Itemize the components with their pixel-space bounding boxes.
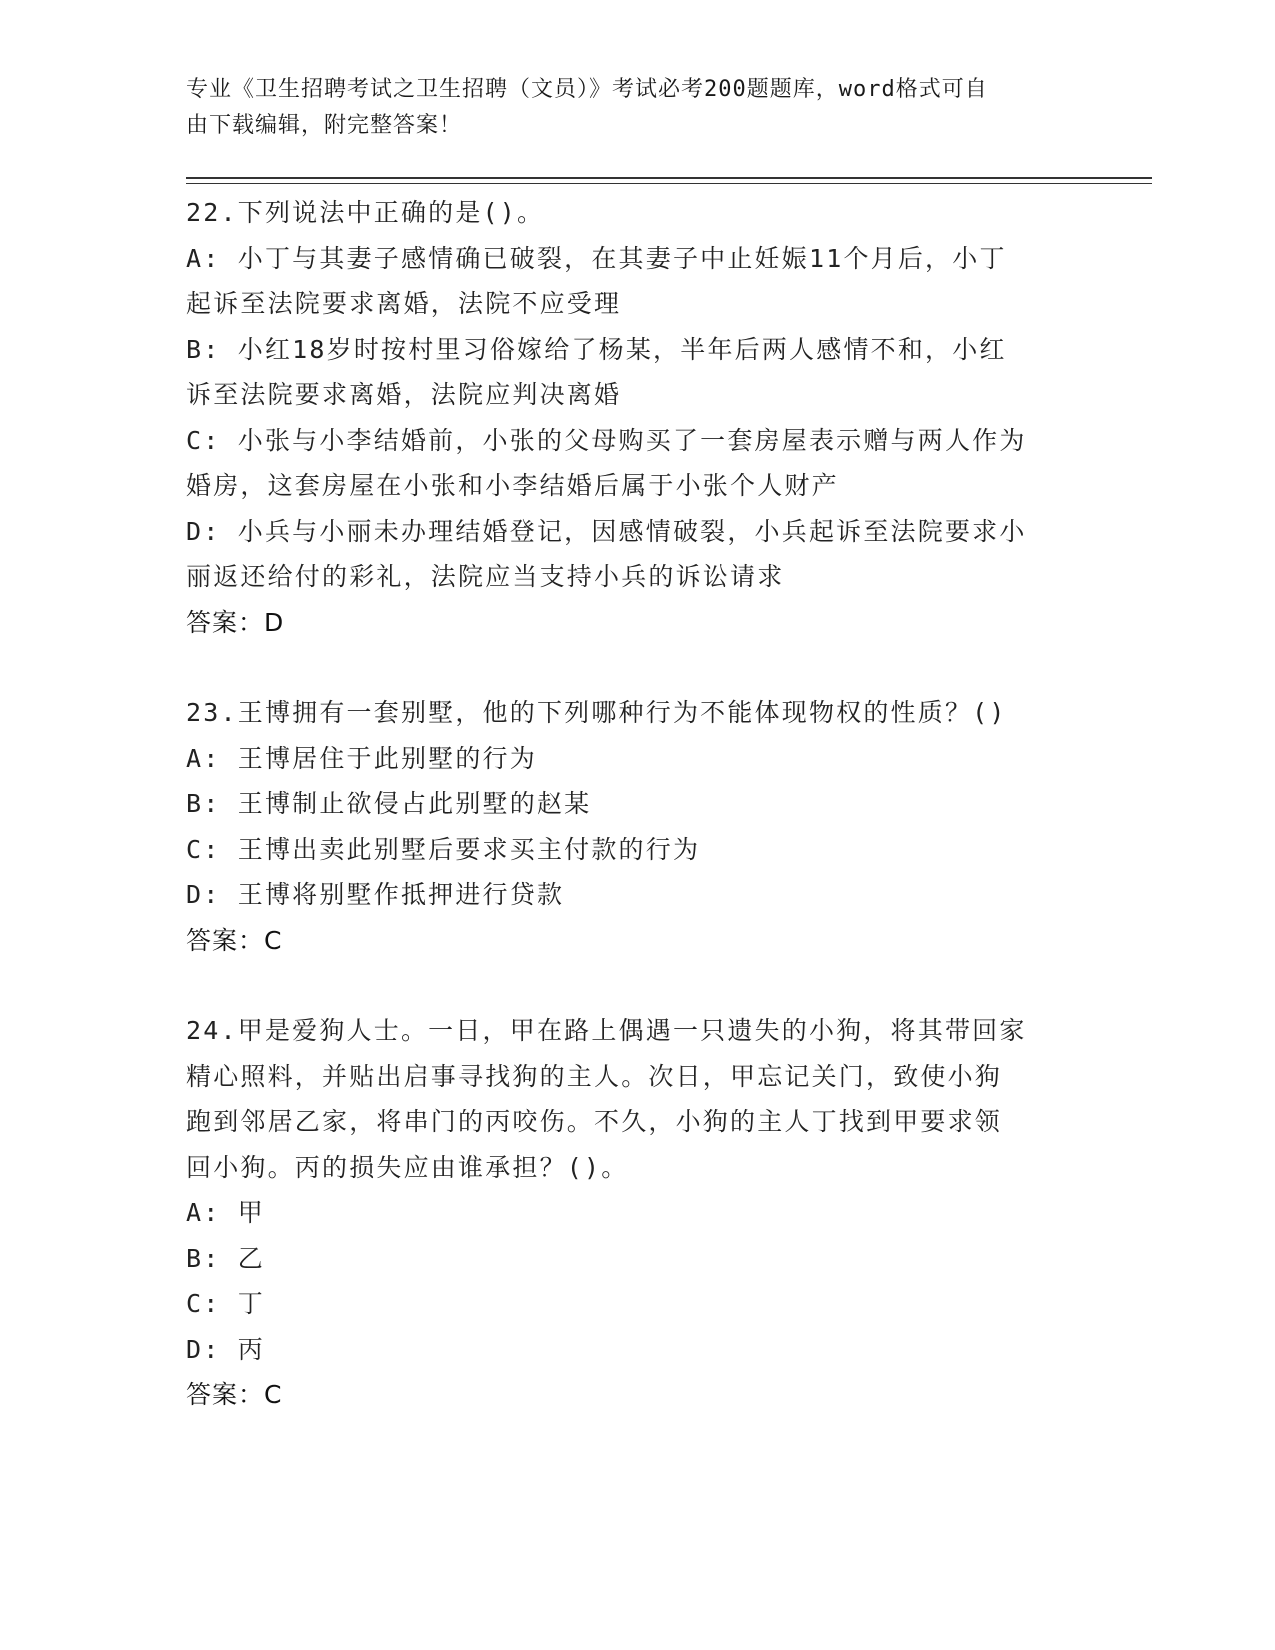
question-24-option-d: D: 丙 bbox=[186, 1334, 265, 1364]
question-24 bbox=[186, 1008, 1076, 1418]
question-22-option-a: A: 小丁与其妻子感情确已破裂，在其妻子中止妊娠11个月后，小丁 bbox=[186, 243, 1007, 273]
question-23-option-a: A: 王博居住于此别墅的行为 bbox=[186, 743, 537, 773]
question-22 bbox=[186, 190, 1076, 645]
question-22-option-d-cont: 丽返还给付的彩礼，法院应当支持小兵的诉讼请求 bbox=[186, 562, 785, 591]
question-spacer bbox=[186, 645, 1076, 690]
question-22-stem: 22.下列说法中正确的是()。 bbox=[186, 198, 545, 227]
question-24-stem-cont-1: 精心照料，并贴出启事寻找狗的主人。次日，甲忘记关门，致使小狗 bbox=[186, 1061, 1003, 1091]
question-23-option-b: B: 王博制止欲侵占此别墅的赵某 bbox=[186, 789, 592, 818]
question-22-option-c-cont: 婚房，这套房屋在小张和小李结婚后属于小张个人财产 bbox=[186, 471, 839, 500]
question-22-option-d: D: 小兵与小丽未办理结婚登记，因感情破裂，小兵起诉至法院要求小 bbox=[186, 516, 1027, 546]
question-23-stem: 23.王博拥有一套别墅，他的下列哪种行为不能体现物权的性质？() bbox=[186, 698, 1007, 727]
question-23-option-c: C: 王博出卖此别墅后要求买主付款的行为 bbox=[186, 834, 701, 864]
question-24-option-c: C: 丁 bbox=[186, 1289, 265, 1318]
question-spacer bbox=[186, 963, 1076, 1008]
question-24-stem-cont-2: 跑到邻居乙家，将串门的丙咬伤。不久，小狗的主人丁找到甲要求领 bbox=[186, 1107, 1003, 1136]
question-22-option-a-cont: 起诉至法院要求离婚，法院不应受理 bbox=[186, 289, 622, 318]
header-divider-thick bbox=[186, 177, 1152, 179]
question-24-answer: 答案：C bbox=[186, 1380, 283, 1409]
question-23-answer: 答案：C bbox=[186, 925, 283, 955]
question-22-option-c: C: 小张与小李结婚前，小张的父母购买了一套房屋表示赠与两人作为 bbox=[186, 425, 1027, 455]
question-22-option-b-cont: 诉至法院要求离婚，法院应判决离婚 bbox=[186, 380, 622, 409]
question-24-stem-cont-3: 回小狗。丙的损失应由谁承担？()。 bbox=[186, 1152, 629, 1182]
header-line-1: 专业《卫生招聘考试之卫生招聘（文员）》考试必考200题题库，word格式可自 bbox=[186, 77, 988, 102]
document-header bbox=[186, 72, 1066, 144]
question-23-option-d: D: 王博将别墅作抵押进行贷款 bbox=[186, 880, 565, 909]
question-22-answer: 答案：D bbox=[186, 607, 285, 637]
question-24-option-b: B: 乙 bbox=[186, 1243, 265, 1273]
question-22-option-b: B: 小红18岁时按村里习俗嫁给了杨某，半年后两人感情不和，小红 bbox=[186, 334, 1007, 364]
header-divider-thin bbox=[186, 183, 1152, 184]
question-23 bbox=[186, 690, 1076, 963]
header-line-2: 由下载编辑，附完整答案！ bbox=[186, 113, 463, 138]
question-list bbox=[186, 190, 1076, 1418]
question-24-stem: 24.甲是爱狗人士。一日，甲在路上偶遇一只遗失的小狗，将其带回家 bbox=[186, 1016, 1027, 1045]
question-24-option-a: A: 甲 bbox=[186, 1198, 265, 1227]
